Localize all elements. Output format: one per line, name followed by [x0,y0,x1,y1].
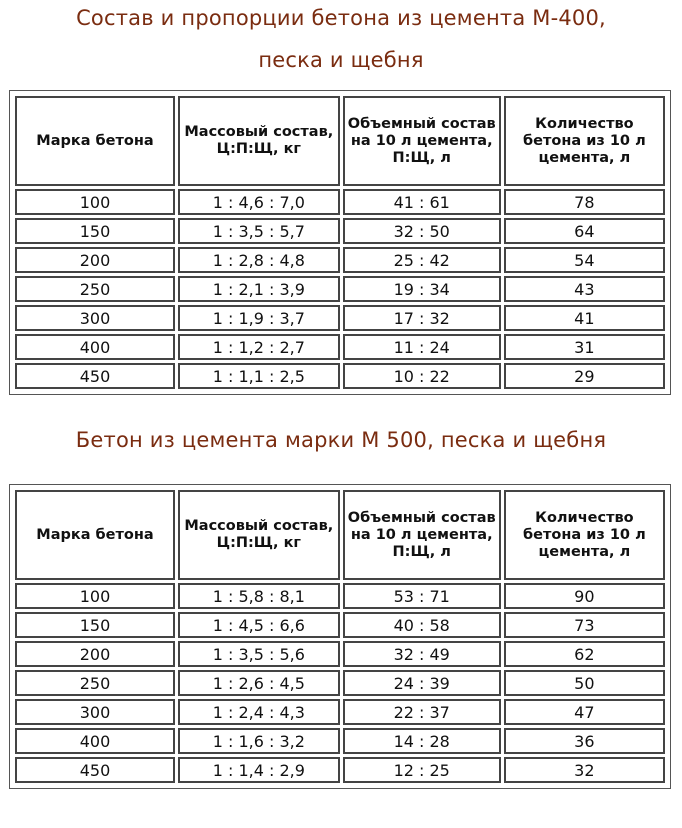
cell-volume: 22 : 37 [343,699,501,725]
table-row [15,189,665,215]
cell-volume: 11 : 24 [343,334,501,360]
cell-mass: 1 : 1,9 : 3,7 [178,305,340,331]
cell-grade: 450 [15,757,175,783]
section2-title: Бетон из цемента марки М 500, песка и щебня [75,428,607,452]
cell-mass: 1 : 1,1 : 2,5 [178,363,340,389]
table-row [15,612,665,638]
cell-grade: 300 [15,699,175,725]
cell-yield: 90 [504,583,665,609]
cell-grade: 250 [15,276,175,302]
cell-grade: 300 [15,305,175,331]
table-row [15,583,665,609]
cell-volume: 25 : 42 [343,247,501,273]
cell-yield: 32 [504,757,665,783]
table-row [15,247,665,273]
cell-volume: 24 : 39 [343,670,501,696]
m400-table [12,93,668,392]
cell-volume: 12 : 25 [343,757,501,783]
cell-grade: 100 [15,189,175,215]
cell-grade: 400 [15,334,175,360]
cell-grade: 200 [15,641,175,667]
table-row [15,641,665,667]
m400-table-frame [9,90,671,395]
m500-table [12,487,668,786]
table-row [15,218,665,244]
cell-mass: 1 : 1,2 : 2,7 [178,334,340,360]
m500-table-frame [9,484,671,789]
cell-volume: 19 : 34 [343,276,501,302]
header-volume-composition: Объемный состав на 10 л цемента, П:Щ, л [343,490,501,580]
table-row [15,699,665,725]
cell-mass: 1 : 3,5 : 5,7 [178,218,340,244]
cell-yield: 64 [504,218,665,244]
table-row [15,670,665,696]
section1-title-line1: Состав и пропорции бетона из цемента М-400, [76,6,606,30]
cell-yield: 29 [504,363,665,389]
cell-grade: 100 [15,583,175,609]
cell-yield: 50 [504,670,665,696]
cell-grade: 450 [15,363,175,389]
header-mass-composition: Массовый состав, Ц:П:Щ, кг [178,490,340,580]
cell-volume: 40 : 58 [343,612,501,638]
table-row [15,334,665,360]
cell-yield: 31 [504,334,665,360]
cell-yield: 47 [504,699,665,725]
table-header-row [15,96,665,186]
cell-mass: 1 : 1,4 : 2,9 [178,757,340,783]
cell-volume: 53 : 71 [343,583,501,609]
cell-yield: 54 [504,247,665,273]
header-concrete-yield: Количество бетона из 10 л цемента, л [504,96,665,186]
section1-title-line2: песка и щебня [258,48,424,72]
header-mass-composition: Массовый состав, Ц:П:Щ, кг [178,96,340,186]
header-volume-composition: Объемный состав на 10 л цемента, П:Щ, л [343,96,501,186]
table-row [15,305,665,331]
table-row [15,728,665,754]
cell-mass: 1 : 4,5 : 6,6 [178,612,340,638]
cell-yield: 73 [504,612,665,638]
cell-grade: 400 [15,728,175,754]
cell-yield: 36 [504,728,665,754]
cell-grade: 150 [15,612,175,638]
table-row [15,363,665,389]
cell-mass: 1 : 2,6 : 4,5 [178,670,340,696]
cell-mass: 1 : 1,6 : 3,2 [178,728,340,754]
cell-mass: 1 : 2,1 : 3,9 [178,276,340,302]
cell-volume: 32 : 49 [343,641,501,667]
cell-grade: 250 [15,670,175,696]
cell-volume: 14 : 28 [343,728,501,754]
header-grade: Марка бетона [15,490,175,580]
cell-mass: 1 : 2,4 : 4,3 [178,699,340,725]
header-grade: Марка бетона [15,96,175,186]
cell-yield: 41 [504,305,665,331]
cell-volume: 10 : 22 [343,363,501,389]
header-concrete-yield: Количество бетона из 10 л цемента, л [504,490,665,580]
cell-grade: 200 [15,247,175,273]
cell-mass: 1 : 5,8 : 8,1 [178,583,340,609]
table-row [15,757,665,783]
cell-mass: 1 : 3,5 : 5,6 [178,641,340,667]
cell-volume: 41 : 61 [343,189,501,215]
cell-yield: 62 [504,641,665,667]
cell-volume: 17 : 32 [343,305,501,331]
table-header-row [15,490,665,580]
cell-mass: 1 : 4,6 : 7,0 [178,189,340,215]
cell-yield: 43 [504,276,665,302]
cell-yield: 78 [504,189,665,215]
table-row [15,276,665,302]
cell-grade: 150 [15,218,175,244]
cell-mass: 1 : 2,8 : 4,8 [178,247,340,273]
cell-volume: 32 : 50 [343,218,501,244]
